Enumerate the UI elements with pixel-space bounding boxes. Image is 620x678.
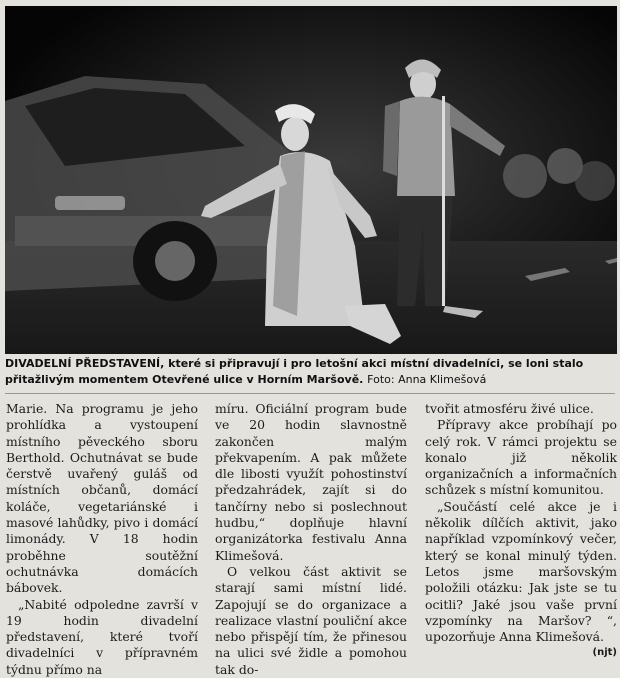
street-theatre-photo-icon xyxy=(5,6,617,354)
paragraph xyxy=(425,498,617,659)
article-photo xyxy=(5,6,617,354)
caption-lead: DIVADELNÍ PŘEDSTAVENÍ xyxy=(5,357,161,370)
author-signature: (njt) xyxy=(592,647,617,659)
photo-caption xyxy=(5,356,615,388)
paragraph: „Nabité odpoledne završí v 19 hodin divadelní představení, které tvoří divadelníci v přípravném týdnu přímo na xyxy=(6,596,198,677)
article-column-1 xyxy=(6,401,198,678)
article-column-3 xyxy=(425,401,617,662)
caption-text: , které si připravují i pro letošní akci místní divadelníci, se loni stalo přitažlivým momentem Otevřené ulice v Horním Maršově. xyxy=(5,357,584,386)
paragraph: Přípravy akce probíhají po celý rok. V rámci projektu se konalo již několik organizačních a informačních schůzek s místní komunitou. xyxy=(425,417,617,498)
photo-credit: Foto: Anna Klimešová xyxy=(367,373,487,386)
article-column-2 xyxy=(215,401,407,678)
divider xyxy=(5,393,615,394)
paragraph: Marie. Na programu je jeho prohlídka a vystoupení místního pěveckého sboru Berthold. Ochutnávat se bude čerstvě uvařený guláš od místních občanů, domácí koláče, vegetariánské i masové lahůdky, pivo i domácí limonády. V 18 hodin proběhne soutěžní ochutnávka domácích bábovek. xyxy=(6,401,198,596)
paragraph: míru. Oficiální program bude ve 20 hodin slavnostně zakončen malým překvapením. A pak můžete dle libosti využít pohostinství předzahrádek, zajít si do tančírny nebo si poslechnout hudbu,“ doplňuje hlavní organizátorka festivalu Anna Klimešová. xyxy=(215,401,407,563)
paragraph-text: „Součástí celé akce je i několik dílčích aktivit, jako například vzpomínkový večer, který se konal minulý týden. Letos jsme maršovským položili otázku: Jak jste se tu ocitli? Jaké jsou vaše první vzpomínky na Maršov? “, upozorňuje Anna Klimešová. xyxy=(425,498,617,645)
paragraph: O velkou část aktivit se starají sami místní lidé. Zapojují se do organizace a realizace vlastní pouliční akce nebo přispějí tím, že přinesou na ulici své židle a pomohou tak do- xyxy=(215,563,407,677)
paragraph: tvořit atmosféru živé ulice. xyxy=(425,401,594,416)
